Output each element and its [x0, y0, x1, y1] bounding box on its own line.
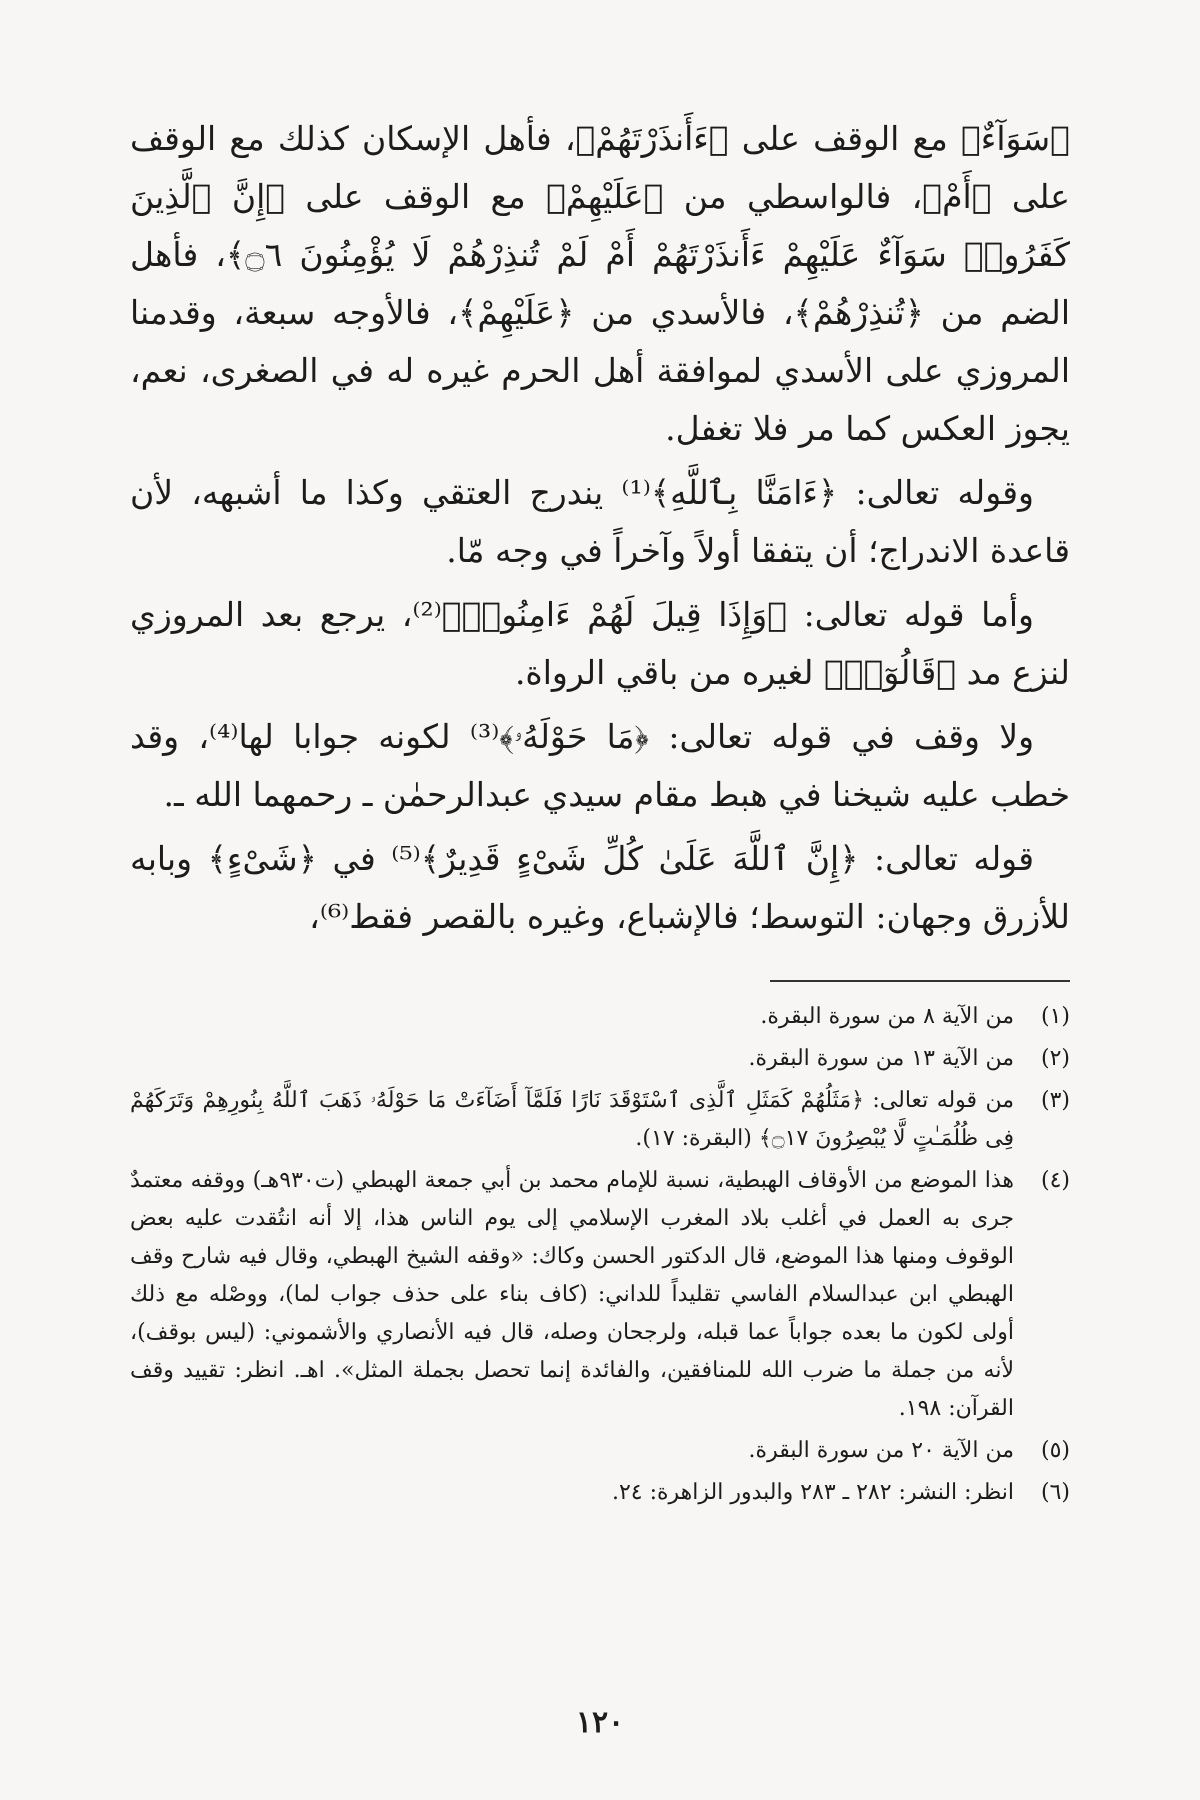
- footnote-text: من الآية ٨ من سورة البقرة.: [760, 1004, 1014, 1029]
- paragraph: وأما قوله تعالى: ﴿وَإِذَا قِيلَ لَهُمْ ءَامِنُوا۟﴾⁽²⁾، يرجع بعد المروزي لنزع مد ﴿قَالُوٓا۟﴾ لغيره من باقي الرواة.: [130, 595, 1070, 692]
- footnotes: [130, 998, 1070, 1512]
- footnote-number: (٥): [1040, 1438, 1070, 1463]
- footnote-number: (٣): [1040, 1088, 1070, 1113]
- footnote-separator: [770, 980, 1070, 982]
- footnote-number: (٦): [1040, 1480, 1070, 1505]
- footnote: [130, 1474, 1070, 1512]
- footnote-number: (٤): [1040, 1168, 1070, 1193]
- paragraph: وقوله تعالى: ﴿ءَامَنَّا بِٱللَّهِ﴾⁽¹⁾ يندرج العتقي وكذا ما أشبهه، لأن قاعدة الاندراج؛ أن يتفقا أولاً وآخراً في وجه مّا.: [130, 473, 1070, 570]
- footnote-text: هذا الموضع من الأوقاف الهبطية، نسبة للإمام محمد بن أبي جمعة الهبطي (ت٩٣٠هـ) ووقفه معتمدٌ جرى به العمل في أغلب بلاد المغرب الإسلامي إلى يوم الناس هذا، إلا أنه انتُقدت عليه بعض الوقوف ومنها هذا الموضع، قال الدكتور الحسن وكاك: «وقفه الشيخ الهبطي، وقال فيه شارح وقف الهبطي ابن عبدالسلام الفاسي تقليداً للداني: (كاف بناء على حذف جواب لما)، ووصْله مع ذلك أولى لكون ما بعده جواباً عما قبله، ولرجحان وصله، قال فيه الأنصاري والأشموني: (ليس بوقف)، لأنه من جملة ما ضرب الله للمنافقين، والفائدة إنما تحصل بجملة المثل». اهـ. انظر: تقييد وقف القرآن: ١٩٨.: [130, 1168, 1014, 1421]
- page-number: ١٢٠: [575, 1705, 625, 1740]
- footnote-text: من قوله تعالى: ﴿مَثَلُهُمْ كَمَثَلِ ٱلَّذِى ٱسْتَوْقَدَ نَارًا فَلَمَّآ أَضَآءَتْ مَا حَوْلَهُۥ ذَهَبَ ٱللَّهُ بِنُورِهِمْ وَتَرَكَهُمْ فِى ظُلُمَـٰتٍ لَّا يُبْصِرُونَ ۝١٧﴾ (البقرة: ١٧).: [130, 1088, 1014, 1151]
- paragraph: ولا وقف في قوله تعالى: ﴿مَا حَوْلَهُۥ﴾⁽³⁾ لكونه جوابا لها⁽⁴⁾، وقد خطب عليه شيخنا في هبط مقام سيدي عبدالرحمٰن ـ رحمهما الله ـ.: [130, 717, 1070, 814]
- footnote-number: (٢): [1040, 1046, 1070, 1071]
- footnote: [130, 1082, 1070, 1158]
- footnote-text: انظر: النشر: ٢٨٢ ـ ٢٨٣ والبدور الزاهرة: ٢٤.: [611, 1480, 1014, 1505]
- footnote-number: (١): [1040, 1004, 1070, 1029]
- main-text: [130, 110, 1070, 946]
- footnote: [130, 1040, 1070, 1078]
- footnote: [130, 1432, 1070, 1470]
- footnote-text: من الآية ١٣ من سورة البقرة.: [748, 1046, 1014, 1071]
- footnote: [130, 998, 1070, 1036]
- paragraph: ﴿سَوَآءٌ﴾ مع الوقف على ﴿ءَأَنذَرْتَهُمْ﴾، فأهل الإسكان كذلك مع الوقف على ﴿أَمْ﴾، فالواسطي من ﴿عَلَيْهِمْ﴾ مع الوقف على ﴿إِنَّ ٱلَّذِينَ كَفَرُوا۟ سَوَآءٌ عَلَيْهِمْ ءَأَنذَرْتَهُمْ أَمْ لَمْ تُنذِرْهُمْ لَا يُؤْمِنُونَ ۝٦﴾، فأهل الضم من ﴿تُنذِرْهُمْ﴾، فالأسدي من ﴿عَلَيْهِمْ﴾، فالأوجه سبعة، وقدمنا المروزي على الأسدي لموافقة أهل الحرم غيره له في الصغرى، نعم، يجوز العكس كما مر فلا تغفل.: [130, 119, 1071, 448]
- footnote-text: من الآية ٢٠ من سورة البقرة.: [748, 1438, 1014, 1463]
- paragraph: قوله تعالى: ﴿إِنَّ ٱللَّهَ عَلَىٰ كُلِّ شَىْءٍ قَدِيرٌ﴾⁽⁵⁾ في ﴿شَىْءٍ﴾ وبابه للأزرق وجهان: التوسط؛ فالإشباع، وغيره بالقصر فقط⁽⁶⁾،: [130, 839, 1070, 936]
- footnote: [130, 1162, 1070, 1428]
